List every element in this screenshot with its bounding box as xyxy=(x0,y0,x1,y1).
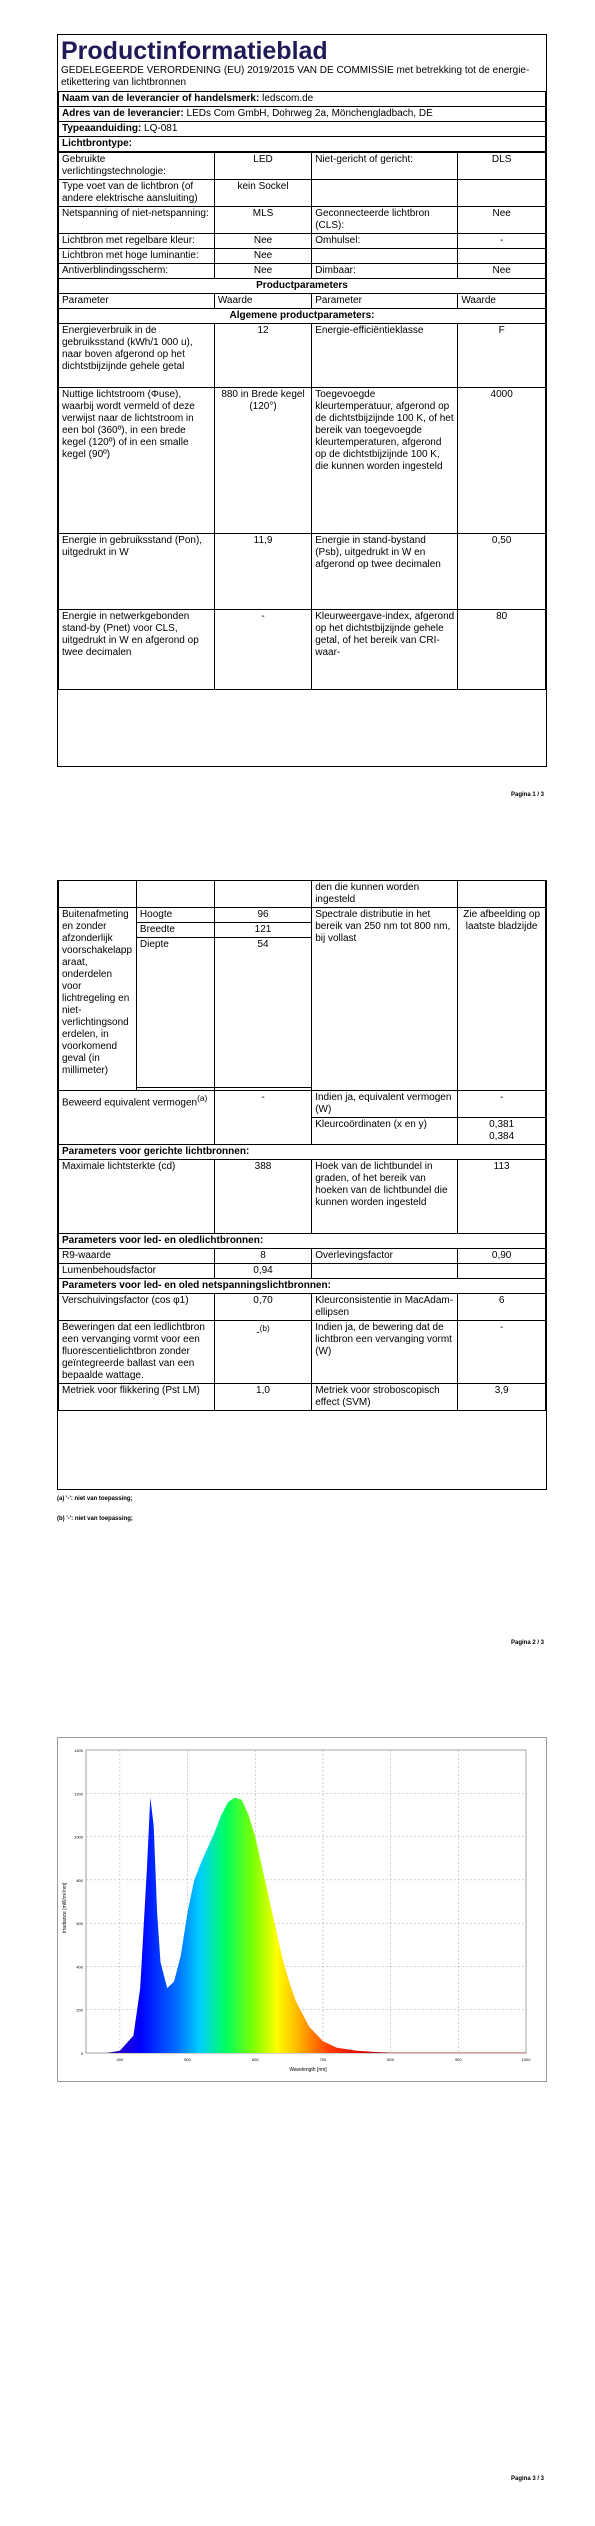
table-row: Verschuivingsfactor (cos φ1) 0,70 Kleurconsistentie in MacAdam-ellipsen 6 xyxy=(59,1294,546,1321)
y-tick-label: 1200 xyxy=(74,1791,83,1797)
y-axis-label: Irradiance [mW/m²/nm] xyxy=(62,1882,68,1934)
parameters-table-continued xyxy=(58,880,546,1411)
y-tick-label: 1400 xyxy=(74,1748,83,1753)
table-row: Lichtbron met hoge luminantie: Nee xyxy=(59,249,546,264)
mains-heading: Parameters voor led- en oled netspanningslichtbronnen: xyxy=(59,1279,546,1294)
table-row: Energie in gebruiksstand (Pon), uitgedrukt in W 11,9 Energie in stand-bystand (Psb), uitgedrukt in W en afgerond op twee decimalen 0,50 xyxy=(59,534,546,610)
table-row: Type voet van de lichtbron (of andere elektrische aansluiting) kein Sockel xyxy=(59,180,546,207)
page-1 xyxy=(0,0,595,820)
footnote-a: (a) '-': niet van toepassing; xyxy=(57,1496,133,1502)
supplier-address-row: Adres van de leverancier: LEDs Com GmbH, Dohrweg 2a, Mönchengladbach, DE xyxy=(59,107,546,122)
table-row: R9-waarde 8 Overlevingsfactor 0,90 xyxy=(59,1249,546,1264)
table-row: Netspanning of niet-netspanning: MLS Geconnecteerde lichtbron (CLS): Nee xyxy=(59,207,546,234)
spectral-value: Zie afbeelding op laatste bladzijde xyxy=(458,908,546,1091)
table-row: Lumenbehoudsfactor 0,94 xyxy=(59,1264,546,1279)
info-sheet-page-1 xyxy=(57,34,547,767)
general-parameters-heading: Algemene productparameters: xyxy=(59,309,546,324)
model-row: Typeaanduiding: LQ-081 xyxy=(59,122,546,137)
table-row: Energieverbruik in de gebruiksstand (kWh/1 000 u), naar boven afgerond op het dichtstbijzijnde gehele getal 12 Energie-efficiëntieklasse F xyxy=(59,324,546,388)
y-tick-label: 0 xyxy=(80,2051,83,2056)
dimensions-label: Buitenafmetingen zonder afzonderlijk voorschakelapparaat, onderdelen voor lichtregeling en niet-verlichtingsonderdelen, in voorkomend geval (in millimeter) xyxy=(59,908,137,1091)
page-2 xyxy=(0,870,595,1670)
spectral-label: Spectrale distributie in het bereik van 250 nm tot 800 nm, bij vollast xyxy=(312,908,458,1091)
directional-heading: Parameters voor gerichte lichtbronnen: xyxy=(59,1145,546,1160)
lightsource-type-heading: Lichtbrontype: xyxy=(59,137,546,152)
table-row: den die kunnen worden ingesteld xyxy=(59,881,546,908)
dimension-row: Breedte 121 xyxy=(59,923,546,938)
type-table xyxy=(58,152,546,690)
table-row: Gebruikte verlichtingstechnologie: LED Niet-gericht of gericht: DLS xyxy=(59,153,546,180)
table-row: Beweringen dat een ledlichtbron een vervanging vormt voor een fluorescentielichtbron zonder geïntegreerde ballast van een bepaalde wattage. -$^{(b)}$ Indien ja, de bewering dat de lichtbron een vervanging vormt (W) - xyxy=(59,1321,546,1384)
page-title: Productinformatieblad xyxy=(61,37,328,65)
table-row: Antiverblindingsscherm: Nee Dimbaar: Nee xyxy=(59,264,546,279)
x-tick-label: 400 xyxy=(116,2057,124,2062)
y-tick-label: 400 xyxy=(76,1964,83,1970)
x-tick-label: 1000 xyxy=(521,2057,531,2062)
regulation-text: GEDELEGEERDE VERORDENING (EU) 2019/2015 VAN DE COMMISSIE met betrekking tot de energie-etikettering van lichtbronnen xyxy=(61,65,530,88)
table-row: Kleurcoördinaten (x en y) 0,381 0,384 xyxy=(59,1118,546,1145)
table-row: Metriek voor flikkering (Pst LM) 1,0 Metriek voor stroboscopisch effect (SVM) 3,9 xyxy=(59,1384,546,1411)
x-tick-label: 700 xyxy=(319,2057,327,2062)
page-number: Pagina 1 / 3 xyxy=(510,792,544,798)
y-tick-label: 600 xyxy=(76,1921,83,1927)
table-row: Maximale lichtsterkte (cd) 388 Hoek van de lichtbundel in graden, of het bereik van hoeken van de lichtbundel die kunnen worden ingesteld 113 xyxy=(59,1160,546,1234)
supplier-name-row: Naam van de leverancier of handelsmerk: ledscom.de xyxy=(59,92,546,107)
table-row: Lichtbron met regelbare kleur: Nee Omhulsel: - xyxy=(59,234,546,249)
y-tick-label: 800 xyxy=(76,1877,83,1883)
x-tick-label: 600 xyxy=(251,2057,259,2062)
page-number: Pagina 2 / 3 xyxy=(510,1640,544,1646)
x-axis-label: Wavelength [nm] xyxy=(289,2067,327,2073)
dimension-row: Diepte 54 xyxy=(59,938,546,1088)
product-parameters-heading: Productparameters xyxy=(59,279,546,294)
y-tick-label: 200 xyxy=(76,2007,83,2013)
table-row: Energie in netwerkgebonden stand-by (Pnet) voor CLS, uitgedrukt in W en afgerond op twee decimalen - Kleurweergave-index, afgerond op het dichtstbijzijnde gehele getal, of het bereik van CRI-waar- 80 xyxy=(59,610,546,690)
spectral-chart-svg xyxy=(58,1738,546,2081)
x-tick-label: 900 xyxy=(454,2057,462,2062)
x-tick-label: 500 xyxy=(184,2057,191,2062)
led-heading: Parameters voor led- en oledlichtbronnen: xyxy=(59,1234,546,1249)
table-row: Beweerd equivalent vermogen$^{(a)}$ - Indien ja, equivalent vermogen (W) - xyxy=(59,1091,546,1118)
spectral-chart xyxy=(57,1737,547,2082)
dimension-row: Buitenafmetingen zonder afzonderlijk voorschakelapparaat, onderdelen voor lichtregeling en niet-verlichtingsonderdelen, in voorkomend geval (in millimeter) Hoogte 96 Spectrale distributie in het bereik van 250 nm tot 800 nm, bij vollast Zie afbeelding op laatste bladzijde xyxy=(59,908,546,923)
y-tick-label: 1000 xyxy=(74,1834,83,1840)
type-rows xyxy=(59,153,546,279)
footnote-b: (b) '-': niet van toepassing; xyxy=(57,1516,133,1522)
supplier-table xyxy=(58,91,546,152)
info-sheet-page-2 xyxy=(57,880,547,1490)
x-tick-label: 800 xyxy=(387,2057,394,2062)
column-headers: Parameter Waarde Parameter Waarde xyxy=(59,294,546,309)
page-number: Pagina 3 / 3 xyxy=(510,2476,544,2482)
table-row: Nuttige lichtstroom (Φuse), waarbij wordt vermeld of deze verwijst naar de lichtstroom in een bol (360º), in een brede kegel (120º) of in een smalle kegel (90º) 880 in Brede kegel (120°) Toegevoegde kleurtemperatuur, afgerond op de dichtstbijzijnde 100 K, of het bereik van toegevoegde kleurtemperaturen, afgerond op de dichtstbijzijnde 100 K, die kunnen worden ingesteld 4000 xyxy=(59,388,546,534)
